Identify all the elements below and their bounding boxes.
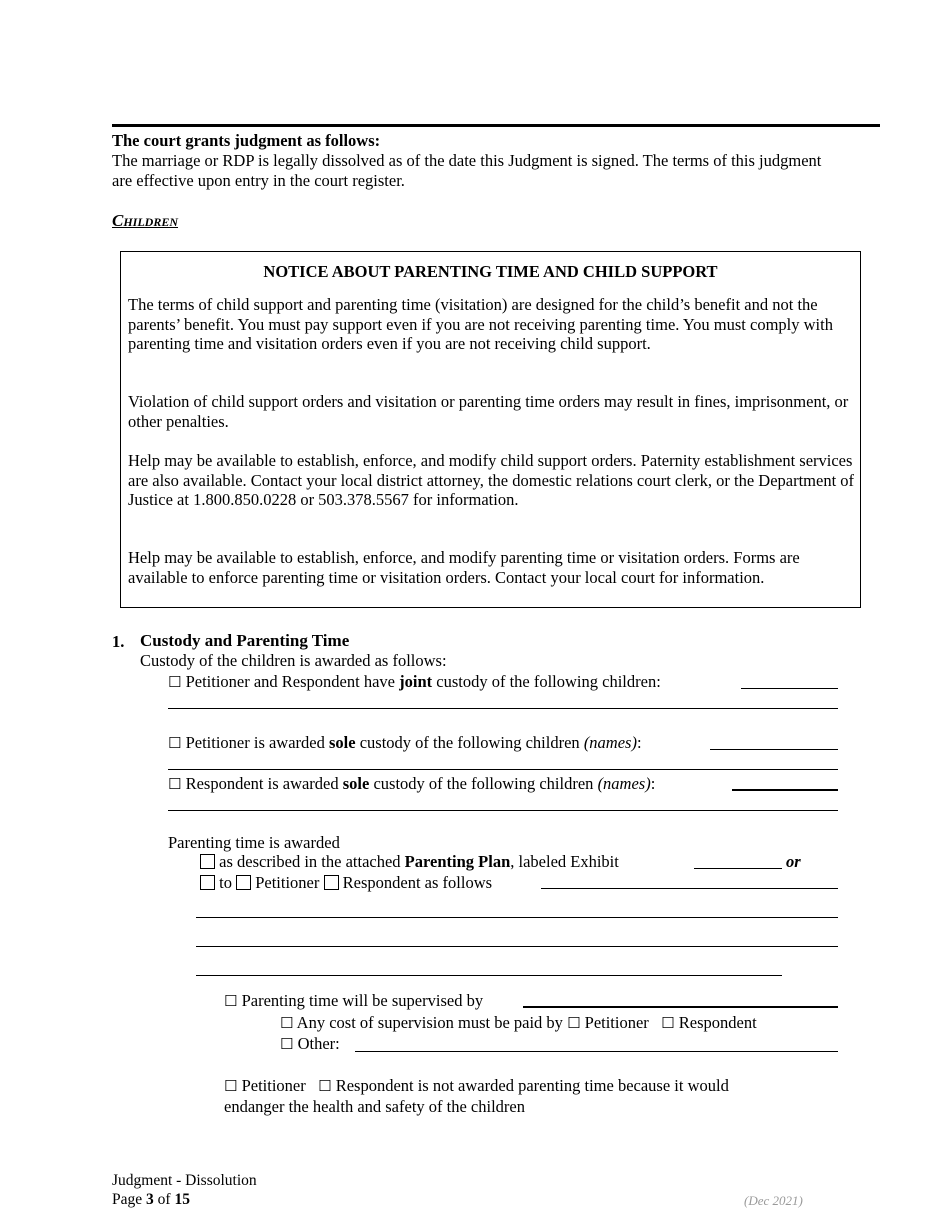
exhibit-label-field[interactable]: [694, 868, 782, 869]
supervisor-field[interactable]: [523, 1006, 838, 1008]
respondent-sole-names-field[interactable]: [732, 789, 838, 791]
children-heading: Children: [112, 211, 179, 230]
custody-intro: Custody of the children is awarded as follows:: [140, 651, 447, 670]
cost-other-checkbox[interactable]: ☐: [280, 1035, 294, 1053]
parenting-to-option: to Petitioner Respondent as follows: [200, 873, 492, 893]
respondent-sole-option: ☐ Respondent is awarded sole custody of the following children (names):: [168, 774, 656, 793]
cost-other-field[interactable]: [355, 1051, 838, 1052]
cost-petitioner-checkbox[interactable]: ☐: [567, 1014, 581, 1032]
supervised-checkbox[interactable]: ☐: [224, 992, 238, 1010]
judgment-intro: The marriage or RDP is legally dissolved as of the date this Judgment is signed. The terms of this judgment are effective upon entry in the court register.: [112, 151, 822, 190]
joint-custody-option: ☐ Petitioner and Respondent have joint custody of the following children:: [168, 672, 661, 691]
top-rule: [112, 124, 880, 127]
petitioner-sole-checkbox[interactable]: ☐: [168, 734, 182, 752]
not-awarded-option: ☐ Petitioner ☐ Respondent is not awarded parenting time because it would: [224, 1076, 729, 1095]
joint-children-field[interactable]: [741, 688, 838, 689]
judgment-heading: The court grants judgment as follows:: [112, 131, 381, 150]
footer-page-number: Page 3 of 15: [112, 1191, 190, 1208]
notice-paragraph-4: Help may be available to establish, enforce, and modify parenting time or visitation orders. Forms are available to enforce parenting time or visitation orders. Contact your local court for information.: [128, 548, 800, 587]
section-number: 1.: [112, 632, 125, 651]
joint-children-field-line2[interactable]: [168, 708, 838, 709]
notice-paragraph-2: Violation of child support orders and visitation or parenting time orders may result in fines, imprisonment, or other penalties.: [128, 392, 849, 431]
respondent-sole-names-field-line2[interactable]: [168, 810, 838, 811]
section-title: Custody and Parenting Time: [140, 631, 350, 650]
petitioner-sole-names-field-line2[interactable]: [168, 769, 838, 770]
petitioner-sole-names-field[interactable]: [710, 749, 838, 750]
parenting-time-intro: Parenting time is awarded: [168, 833, 340, 852]
petitioner-sole-option: ☐ Petitioner is awarded sole custody of the following children (names):: [168, 733, 642, 752]
parenting-plan-checkbox[interactable]: [200, 854, 215, 869]
cost-respondent-checkbox[interactable]: ☐: [661, 1014, 675, 1032]
not-awarded-petitioner-checkbox[interactable]: ☐: [224, 1077, 238, 1095]
as-follows-field[interactable]: [541, 888, 838, 889]
parenting-to-petitioner-checkbox[interactable]: [236, 875, 251, 890]
respondent-sole-checkbox[interactable]: ☐: [168, 775, 182, 793]
notice-title: NOTICE ABOUT PARENTING TIME AND CHILD SUPPORT: [263, 262, 718, 281]
not-awarded-respondent-checkbox[interactable]: ☐: [318, 1077, 332, 1095]
cost-other-option: ☐ Other:: [280, 1034, 340, 1053]
parenting-plan-option: as described in the attached Parenting Plan, labeled Exhibit: [200, 852, 619, 872]
supervision-cost-option: ☐ Any cost of supervision must be paid by ☐ Petitioner ☐ Respondent: [280, 1013, 757, 1032]
not-awarded-reason: endanger the health and safety of the children: [224, 1097, 525, 1116]
footer-form-name: Judgment - Dissolution: [112, 1172, 257, 1189]
parenting-to-checkbox[interactable]: [200, 875, 215, 890]
joint-custody-checkbox[interactable]: ☐: [168, 673, 182, 691]
supervised-option: ☐ Parenting time will be supervised by: [224, 991, 484, 1010]
notice-paragraph-1: The terms of child support and parenting time (visitation) are designed for the child’s benefit and not the parents’ benefit. You must pay support even if you are not receiving parenting time. You must comply with parenting time and visitation orders even if you are not receiving child support.: [128, 295, 833, 353]
revision-date: (Dec 2021): [744, 1193, 803, 1208]
notice-paragraph-3: Help may be available to establish, enforce, and modify child support orders. Paternity establishment services are also available. Contact your local district attorney, the domestic relations court clerk, or the Department of Justice at 1.800.850.0228 or 503.378.5567 for information.: [128, 451, 855, 509]
as-follows-field-line4[interactable]: [196, 975, 782, 976]
as-follows-field-line2[interactable]: [196, 917, 838, 918]
parenting-to-respondent-checkbox[interactable]: [324, 875, 339, 890]
supervision-cost-checkbox[interactable]: ☐: [280, 1014, 294, 1032]
as-follows-field-line3[interactable]: [196, 946, 838, 947]
or-label: or: [786, 852, 801, 871]
